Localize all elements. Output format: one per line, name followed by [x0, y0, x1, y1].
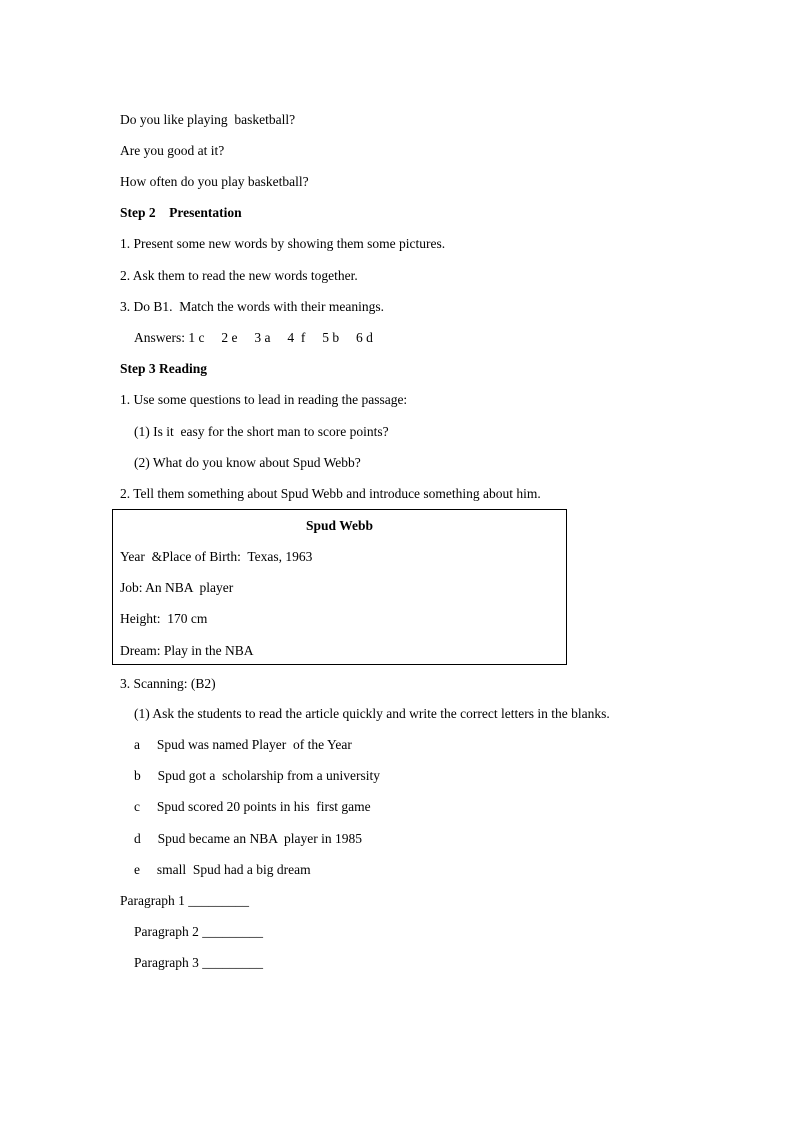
step2-answers: Answers: 1 c 2 e 3 a 4 f 5 b 6 d — [134, 330, 373, 345]
step3-item-1: 1. Use some questions to lead in reading the passage: — [120, 392, 408, 407]
paragraph-2-blank: Paragraph 2 _________ — [134, 924, 263, 939]
option-d: d Spud became an NBA player in 1985 — [134, 831, 362, 846]
step3-question-2: (2) What do you know about Spud Webb? — [134, 455, 361, 470]
paragraph-3-blank: Paragraph 3 _________ — [134, 955, 263, 970]
paragraph-1-blank: Paragraph 1 _________ — [120, 893, 249, 908]
profile-height: Height: 170 cm — [120, 611, 208, 626]
scanning-instruction: (1) Ask the students to read the article quickly and write the correct letters in the blanks. — [134, 706, 610, 721]
step2-heading: Step 2 Presentation — [120, 205, 242, 220]
step3-question-1: (1) Is it easy for the short man to score points? — [134, 424, 389, 439]
intro-question-3: How often do you play basketball? — [120, 174, 309, 189]
step3-item-2: 2. Tell them something about Spud Webb and introduce something about him. — [120, 486, 541, 501]
option-a: a Spud was named Player of the Year — [134, 737, 352, 752]
profile-dream: Dream: Play in the NBA — [120, 643, 254, 658]
intro-question-1: Do you like playing basketball? — [120, 112, 296, 127]
profile-job: Job: An NBA player — [120, 580, 234, 595]
step2-item-1: 1. Present some new words by showing them some pictures. — [120, 236, 446, 251]
option-c: c Spud scored 20 points in his first game — [134, 799, 371, 814]
profile-title: Spud Webb — [306, 518, 373, 533]
option-e: e small Spud had a big dream — [134, 862, 311, 877]
step2-item-2: 2. Ask them to read the new words together. — [120, 268, 358, 283]
step2-item-3: 3. Do B1. Match the words with their meanings. — [120, 299, 384, 314]
intro-question-2: Are you good at it? — [120, 143, 225, 158]
profile-birth: Year &Place of Birth: Texas, 1963 — [120, 549, 313, 564]
scanning-heading: 3. Scanning: (B2) — [120, 676, 216, 691]
step3-heading: Step 3 Reading — [120, 361, 208, 376]
option-b: b Spud got a scholarship from a university — [134, 768, 380, 783]
